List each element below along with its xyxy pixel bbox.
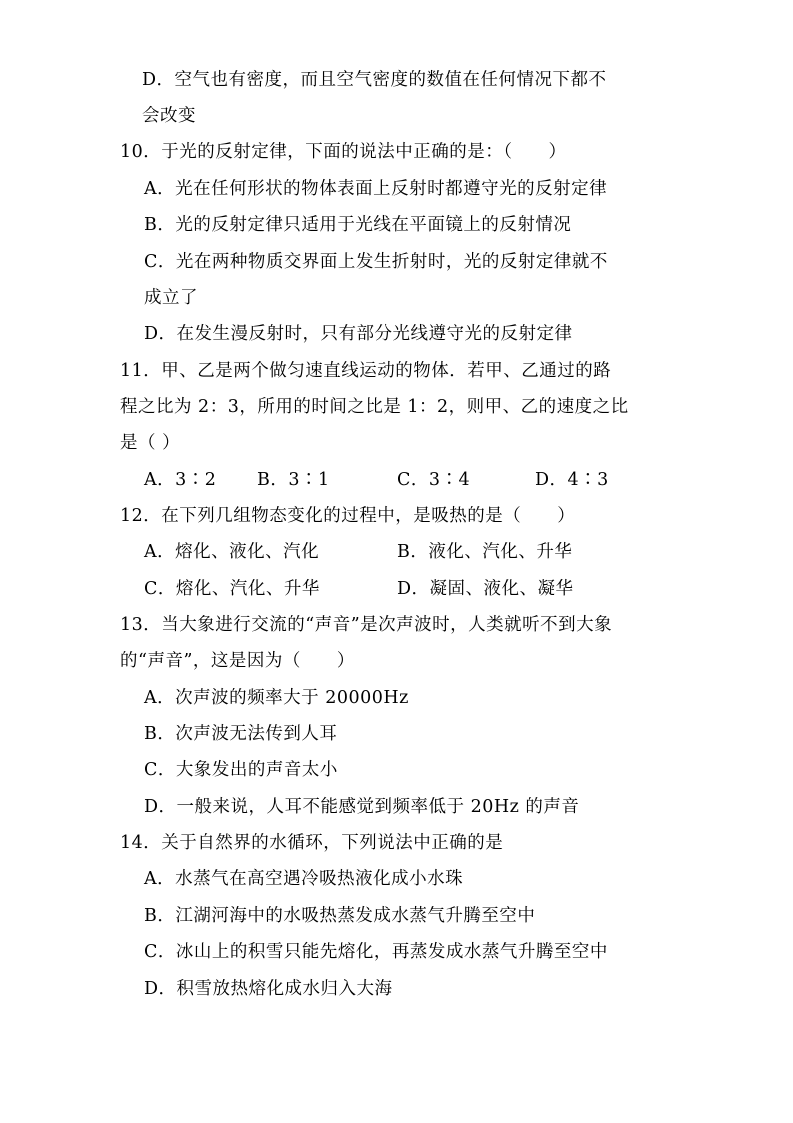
q12-option-d: D．凝固、液化、凝华 — [397, 579, 574, 599]
q10-option-d: D．在发生漫反射时，只有部分光线遵守光的反射定律 — [144, 324, 573, 344]
q11-option-d: D．4∶3 — [535, 470, 609, 490]
q12-option-c: C．熔化、汽化、升华 — [144, 579, 320, 599]
q14-option-d: D．积雪放热熔化成水归入大海 — [144, 979, 393, 999]
q12-option-b: B．液化、汽化、升华 — [397, 542, 573, 562]
q13-stem-line1: 13．当大象进行交流的“声音”是次声波时，人类就听不到大象 — [120, 615, 613, 635]
q13-option-d: D．一般来说，人耳不能感觉到频率低于 20Hz 的声音 — [144, 797, 580, 817]
q11-option-a: A．3∶2 — [144, 470, 217, 490]
q12-option-a: A．熔化、液化、汽化 — [144, 542, 320, 562]
q11-stem-line3: 是（ ） — [120, 433, 181, 453]
q13-option-b: B．次声波无法传到人耳 — [144, 724, 338, 744]
q11-stem-line1: 11．甲、乙是两个做匀速直线运动的物体．若甲、乙通过的路 — [120, 361, 612, 381]
q13-option-a: A．次声波的频率大于 20000Hz — [144, 688, 409, 708]
q10-option-c-line1: C．光在两种物质交界面上发生折射时，光的反射定律就不 — [144, 252, 608, 272]
q10-option-b: B．光的反射定律只适用于光线在平面镜上的反射情况 — [144, 215, 572, 235]
q14-option-c: C．冰山上的积雪只能先熔化，再蒸发成水蒸气升腾至空中 — [144, 942, 608, 962]
q10-option-c-line2: 成立了 — [144, 288, 198, 308]
q14-stem: 14．关于自然界的水循环，下列说法中正确的是 — [120, 833, 504, 853]
q14-option-a: A．水蒸气在高空遇冷吸热液化成小水珠 — [144, 869, 464, 889]
q9-option-d-line1: D．空气也有密度，而且空气密度的数值在任何情况下都不 — [142, 70, 607, 90]
q10-option-a: A．光在任何形状的物体表面上反射时都遵守光的反射定律 — [144, 179, 608, 199]
q9-option-d-line2: 会改变 — [142, 106, 196, 126]
q14-option-b: B．江湖河海中的水吸热蒸发成水蒸气升腾至空中 — [144, 906, 536, 926]
q12-stem: 12．在下列几组物态变化的过程中，是吸热的是（ ） — [120, 506, 576, 526]
q10-stem: 10．于光的反射定律，下面的说法中正确的是：（ ） — [120, 142, 567, 162]
q13-option-c: C．大象发出的声音太小 — [144, 760, 338, 780]
q11-stem-line2: 程之比为 2：3，所用的时间之比是 1：2，则甲、乙的速度之比 — [120, 397, 629, 417]
q11-option-b: B．3∶1 — [257, 470, 330, 490]
q11-option-c: C．3∶4 — [397, 470, 471, 490]
q13-stem-line2: 的“声音”，这是因为（ ） — [120, 651, 355, 671]
